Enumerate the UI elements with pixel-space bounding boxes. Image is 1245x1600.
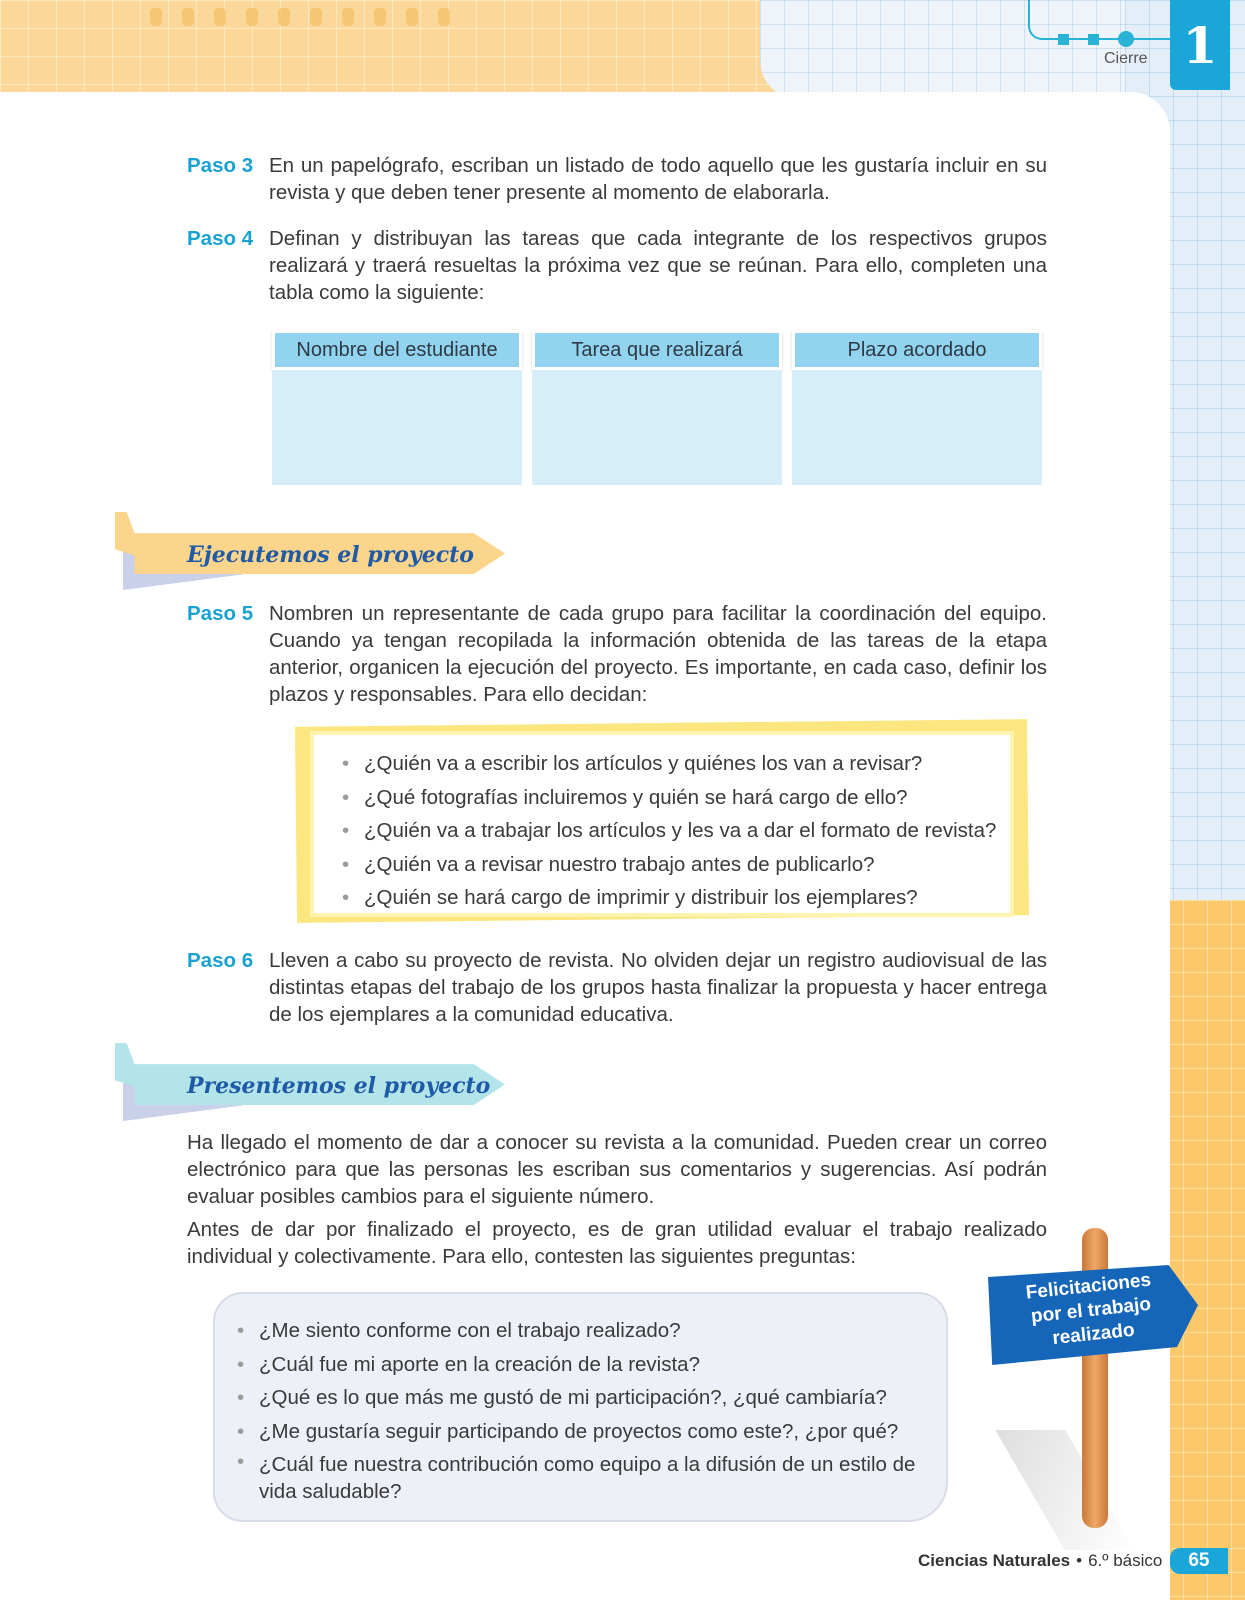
list-item: • ¿Me gustaría seguir participando de proyectos como este?, ¿por qué?: [229, 1415, 919, 1449]
step-text: Definan y distribuyan las tareas que cada integrante de los respectivos grupos realizará y traerá resueltas la próxima vez que se reúnan. Para ello, completen una tabla como la siguiente:: [269, 227, 1047, 304]
unit-number-tab: 1: [1170, 0, 1230, 90]
list-item: • ¿Cuál fue nuestra contribución como equipo a la difusión de un estilo de vida saludable?: [229, 1448, 919, 1505]
evaluation-questions-box: [213, 1292, 948, 1522]
step-text: Lleven a cabo su proyecto de revista. No olviden dejar un registro audiovisual de las distintas etapas del trabajo de los grupos hasta finalizar la propuesta y hacer entrega de los ejemplares a la comunidad educativa.: [269, 949, 1047, 1026]
task-table: [272, 330, 1044, 485]
table-header-task: Tarea que realizará: [532, 330, 782, 370]
list-item: • ¿Quién va a revisar nuestro trabajo antes de publicarlo?: [334, 848, 996, 882]
table-header-student: Nombre del estudiante: [272, 330, 522, 370]
table-cell-empty: [272, 370, 522, 485]
step-label: Paso 4: [187, 227, 254, 250]
list-item: • ¿Qué es lo que más me gustó de mi participación?, ¿qué cambiaría?: [229, 1381, 919, 1415]
step-6: [187, 947, 1047, 1028]
sign-line: realizado: [1051, 1319, 1136, 1350]
step-text: En un papelógrafo, escriban un listado de todo aquello que les gustaría incluir en su revista y que deben tener presente al momento de elaborarla.: [269, 154, 1047, 204]
step-label: Paso 3: [187, 154, 254, 177]
table-cell-empty: [532, 370, 782, 485]
stage-label: Cierre: [1104, 50, 1148, 67]
step-5: [187, 600, 1047, 708]
step-label: Paso 5: [187, 602, 254, 625]
footer-grade: 6.º básico: [1088, 1551, 1163, 1570]
step-label: Paso 6: [187, 949, 254, 972]
stage-progress-line: [1028, 0, 1178, 40]
list-item: • ¿Me siento conforme con el trabajo realizado?: [229, 1314, 919, 1348]
table-column: [792, 330, 1042, 485]
sign-line: por el trabajo: [1029, 1293, 1152, 1328]
page-number: 65: [1170, 1548, 1227, 1574]
presentation-paragraph: Antes de dar por finalizado el proyecto, es de gran utilidad evaluar el trabajo realizado individual y colectivamente. Para ello, contesten las siguientes preguntas:: [187, 1218, 1047, 1268]
decision-questions-box: [310, 731, 1014, 917]
list-item: • ¿Quién va a trabajar los artículos y les va a dar el formato de revista?: [334, 814, 996, 848]
table-header-deadline: Plazo acordado: [792, 330, 1042, 370]
sign-line: Felicitaciones: [1024, 1269, 1153, 1304]
evaluation-question-list: [229, 1314, 919, 1505]
table-column: [532, 330, 782, 485]
section-banner-ejecutemos: [115, 512, 505, 576]
step-4: [187, 225, 1047, 306]
decision-question-list: [334, 747, 996, 915]
step-3: [187, 152, 1047, 206]
section-title: Ejecutemos el proyecto: [187, 542, 474, 568]
list-item: • ¿Quién se hará cargo de imprimir y distribuir los ejemplares?: [334, 881, 996, 915]
step-text: Nombren un representante de cada grupo para facilitar la coordinación del equipo. Cuando ya tengan recopilada la información obtenida de las tareas de la etapa anterior, organicen la ejecución del proyecto. Es importante, en cada caso, definir los plazos y responsables. Para ello decidan:: [269, 602, 1047, 706]
section-banner-presentemos: [115, 1043, 505, 1107]
list-item: • ¿Quién va a escribir los artículos y quiénes los van a revisar?: [334, 747, 996, 781]
table-column: [272, 330, 522, 485]
progress-current-icon: [1118, 31, 1134, 47]
list-item: • ¿Cuál fue mi aporte en la creación de la revista?: [229, 1348, 919, 1382]
progress-step-icon: [1088, 34, 1099, 45]
section-title: Presentemos el proyecto: [187, 1073, 491, 1099]
presentation-paragraph: Ha llegado el momento de dar a conocer su revista a la comunidad. Pueden crear un correo electrónico para que las personas les escriban sus comentarios y sugerencias. Así podrán evaluar posibles cambios para el siguiente número.: [187, 1131, 1047, 1208]
table-cell-empty: [792, 370, 1042, 485]
footer-separator: •: [1076, 1551, 1083, 1570]
list-item: • ¿Qué fotografías incluiremos y quién se hará cargo de ello?: [334, 781, 996, 815]
page-footer: [918, 1548, 1228, 1574]
footer-subject: Ciencias Naturales: [918, 1551, 1071, 1570]
progress-step-icon: [1058, 34, 1069, 45]
torn-paper-holes: [150, 8, 450, 26]
